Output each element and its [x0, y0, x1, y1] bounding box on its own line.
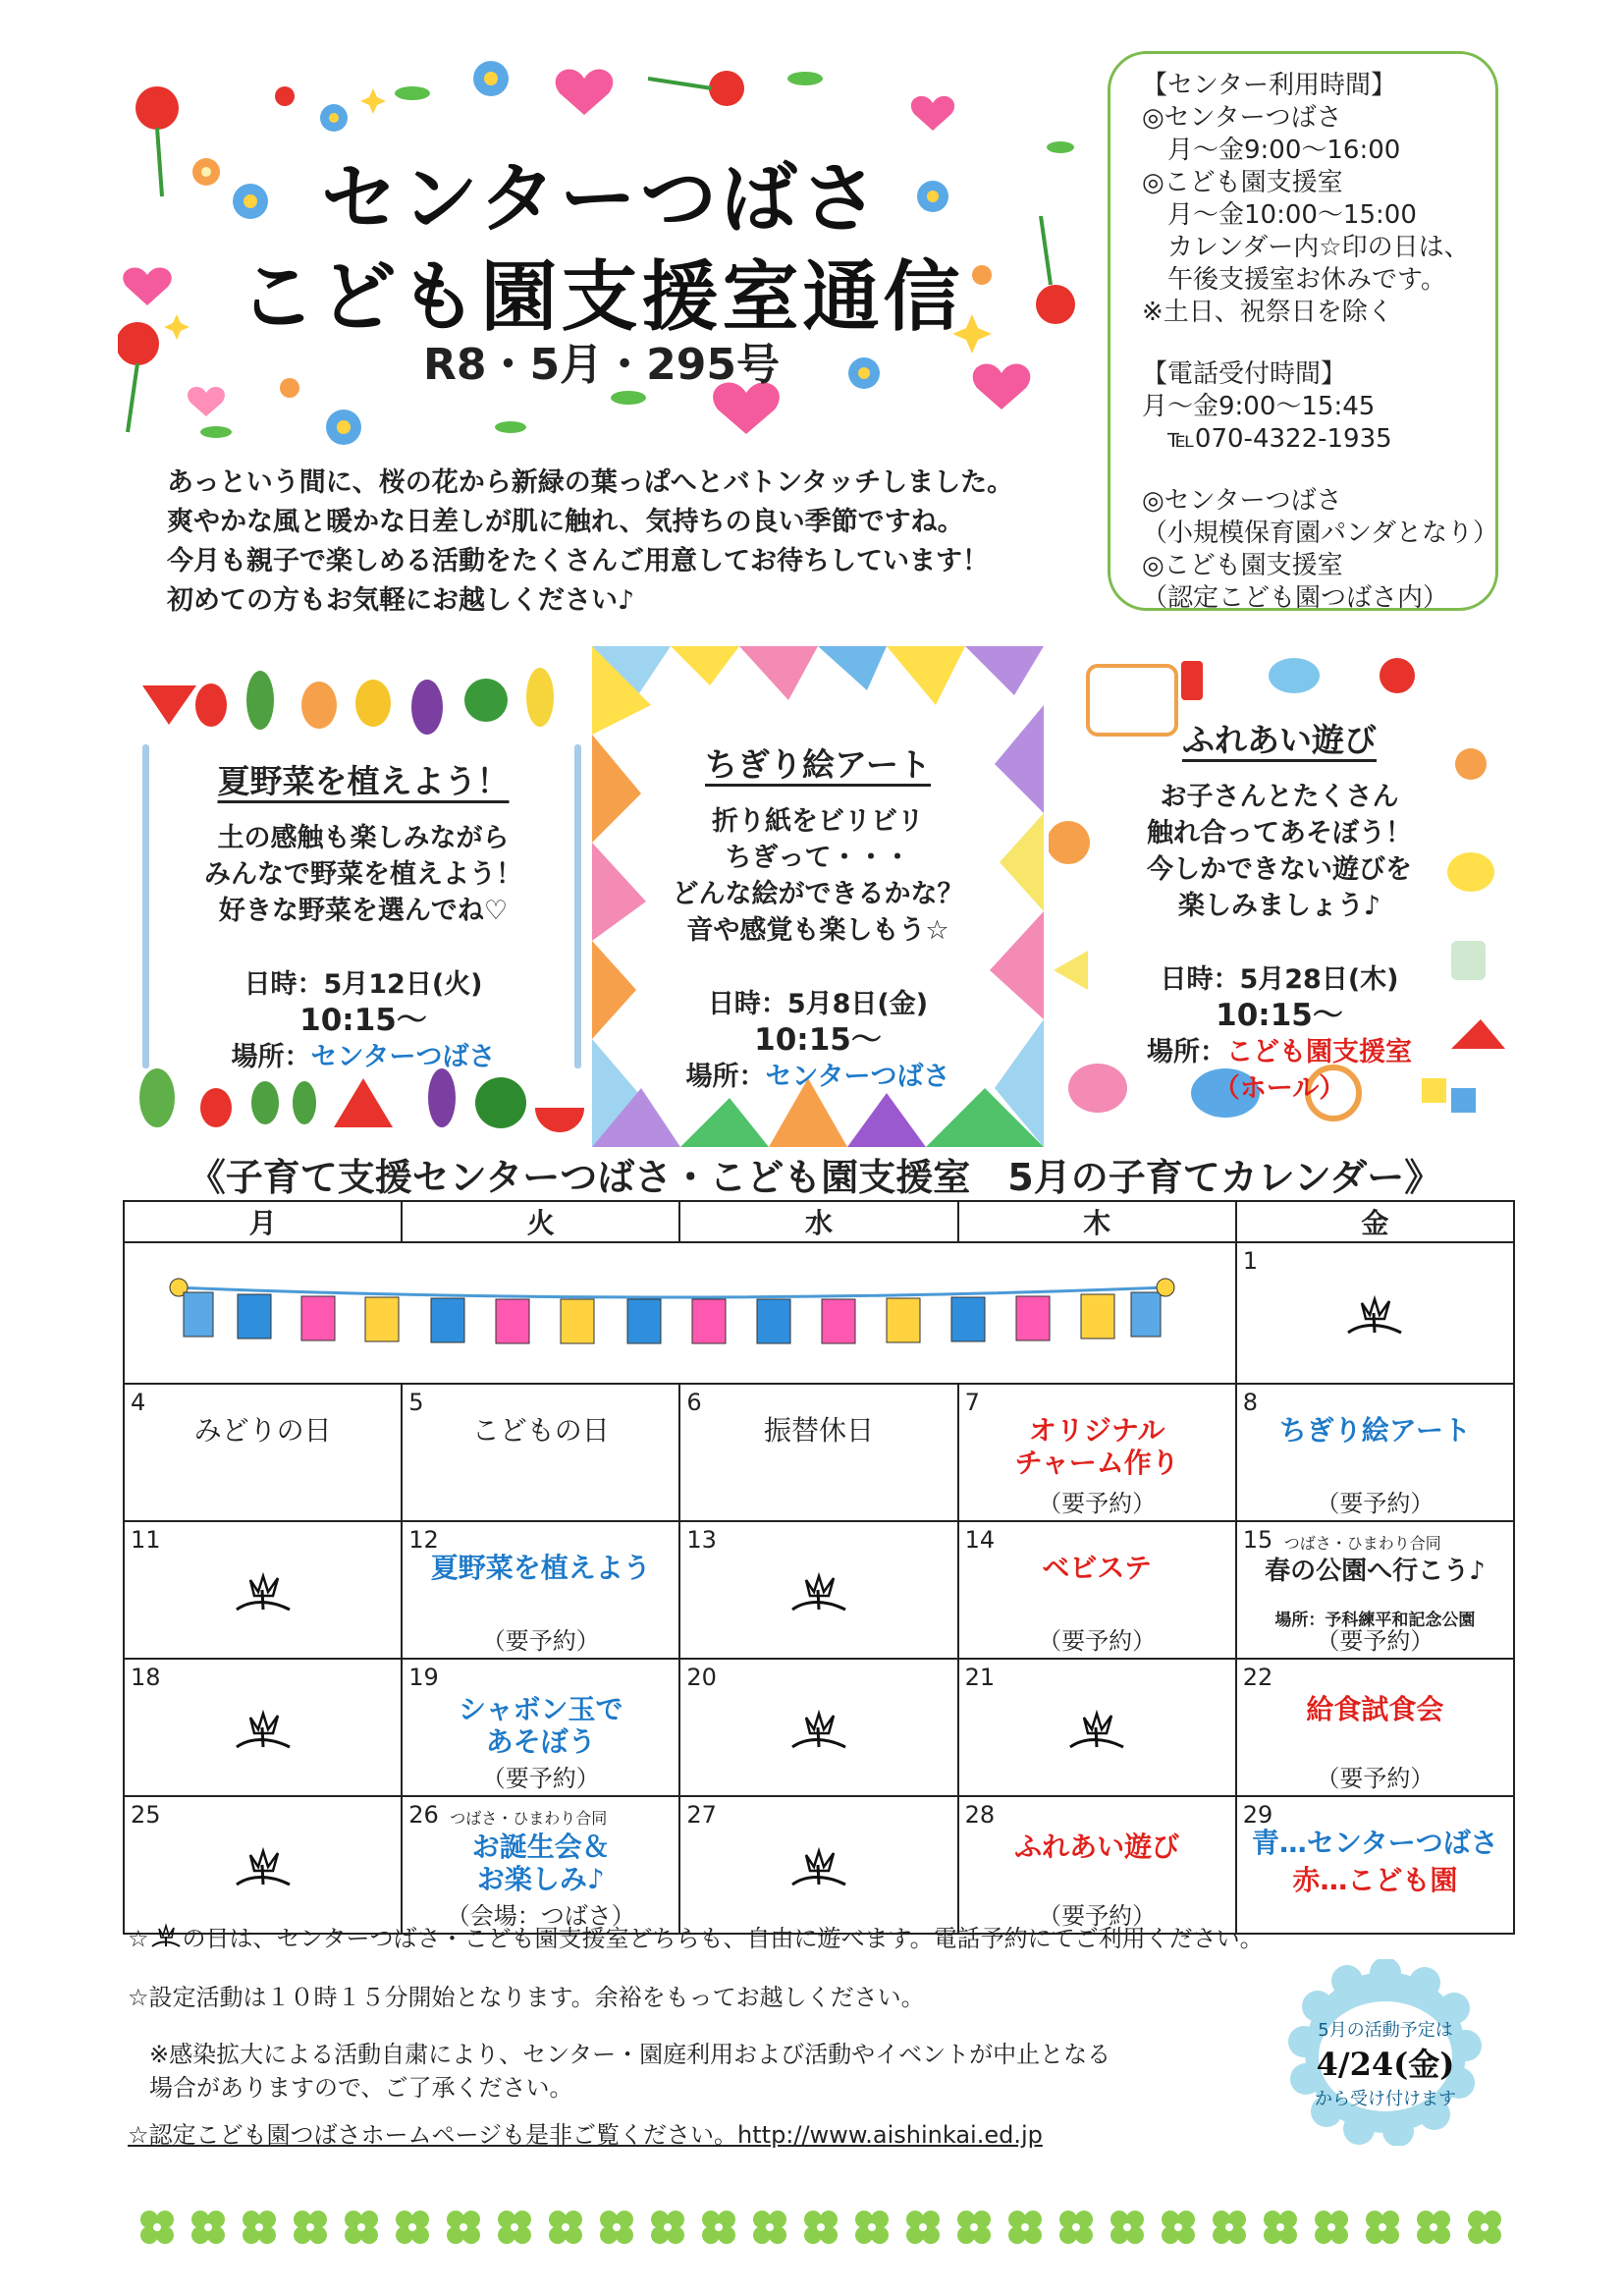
- clover-icon: [855, 2211, 889, 2244]
- carp-streamer-banner: [125, 1243, 1215, 1379]
- clover-icon: [600, 2211, 633, 2244]
- day-number: 6: [686, 1389, 702, 1416]
- clover-icon: [243, 2211, 276, 2244]
- event-panel-vegetables: [137, 646, 589, 1147]
- calendar-title: 《子育て支援センターつばさ・こども園支援室 5月の子育てカレンダー》: [188, 1156, 1442, 1199]
- calendar-day-cell[interactable]: [402, 1796, 679, 1934]
- clover-icon: [1059, 2211, 1093, 2244]
- clover-icon: [191, 2211, 225, 2244]
- day-number: 15: [1242, 1526, 1273, 1554]
- day-number: 4: [131, 1389, 146, 1416]
- event-desc-line: 触れ合ってあそぼう！: [1147, 818, 1412, 848]
- note-line: ☆設定活動は１０時１５分開始となります。余裕をもってお越しください。: [128, 1984, 925, 2011]
- info-line: 月～金10:00～15:00: [1142, 200, 1417, 230]
- clover-icon: [753, 2211, 786, 2244]
- clover-icon: [906, 2211, 940, 2244]
- clover-icon: [1264, 2211, 1297, 2244]
- event-place: 場所：センターつばさ: [231, 1042, 496, 1072]
- event-time: 10:15～: [299, 1003, 427, 1038]
- intro-line: 今月も親子で楽しめる活動をたくさんご用意してお待ちしています！: [167, 546, 989, 576]
- calendar-day-cell[interactable]: [402, 1659, 679, 1796]
- clover-icon: [140, 2211, 174, 2244]
- event-time: 10:15～: [754, 1022, 882, 1058]
- note-line: ☆ の日は、センターつばさ・こども園支援室どちらも、自由に遊べます。電話予約にてご利用ください。: [128, 1925, 1264, 1952]
- day-number: 13: [686, 1526, 717, 1554]
- calendar-day-cell[interactable]: [1236, 1521, 1514, 1659]
- calendar-day-cell[interactable]: [124, 1659, 402, 1796]
- event-label: ふれあい遊び: [1014, 1831, 1180, 1863]
- note-line: 場合がありますので、ご了承ください。: [149, 2074, 573, 2102]
- event-label: お誕生会＆: [471, 1831, 610, 1863]
- free-play-tulip-icon: [229, 1566, 298, 1625]
- info-line: ◎こども園支援室: [1142, 551, 1343, 580]
- monthly-calendar: [123, 1200, 1515, 1935]
- event-label: オリジナル: [1028, 1414, 1165, 1447]
- day-number: 11: [131, 1526, 161, 1554]
- venue-note: （会場：つばさ）: [446, 1902, 635, 1930]
- event-venue: 場所：予科練平和記念公園: [1274, 1611, 1476, 1630]
- homepage-link[interactable]: ☆認定こども園つばさホームページも是非ご覧ください。http://www.aishinkai.ed.jp: [128, 2121, 1043, 2149]
- calendar-day-cell[interactable]: [1236, 1796, 1514, 1934]
- reservation-note: （要予約）: [1316, 1627, 1435, 1655]
- calendar-week-row: [124, 1521, 1514, 1659]
- day-number: 29: [1242, 1801, 1273, 1829]
- calendar-day-cell[interactable]: [1236, 1242, 1514, 1384]
- free-play-tulip-icon: [785, 1841, 853, 1900]
- event-time: 10:15～: [1216, 998, 1343, 1033]
- calendar-day-cell[interactable]: [679, 1796, 957, 1934]
- clover-icon: [957, 2211, 991, 2244]
- reservation-start-badge: [1272, 1959, 1498, 2146]
- clover-icon: [804, 2211, 838, 2244]
- event-title: ちぎり絵アート: [704, 745, 931, 784]
- calendar-week-row: [124, 1384, 1514, 1521]
- event-place: 場所：こども園支援室: [1147, 1037, 1412, 1067]
- info-line: （認定こども園つばさ内）: [1142, 583, 1449, 613]
- info-line: 【センター利用時間】: [1142, 71, 1396, 100]
- calendar-day-cell[interactable]: [958, 1659, 1236, 1796]
- free-play-tulip-icon: [149, 1923, 183, 1952]
- event-desc-line: どんな絵ができるかな？: [672, 879, 964, 909]
- event-title: ふれあい遊び: [1182, 721, 1377, 759]
- calendar-day-cell[interactable]: [402, 1384, 679, 1521]
- carp-streamer-cell: [124, 1242, 1236, 1384]
- reservation-note: （要予約）: [1316, 1490, 1435, 1517]
- info-line: 午後支援室お休みです。: [1142, 265, 1446, 295]
- clover-icon: [549, 2211, 582, 2244]
- free-play-tulip-icon: [785, 1704, 853, 1763]
- weekday-header: 木: [958, 1201, 1236, 1242]
- reservation-note: （要予約）: [481, 1765, 600, 1792]
- day-number: 22: [1242, 1664, 1273, 1691]
- day-number: 27: [686, 1801, 717, 1829]
- badge-date: 4/24(金): [1316, 2046, 1455, 2083]
- reservation-note: （要予約）: [1038, 1490, 1157, 1517]
- event-label: ベビステ: [1042, 1552, 1152, 1584]
- calendar-day-cell[interactable]: [124, 1384, 402, 1521]
- clover-icon: [1110, 2211, 1144, 2244]
- intro-message: [167, 464, 1090, 621]
- free-play-tulip-icon: [1340, 1289, 1409, 1348]
- header-decorated-frame: [118, 49, 1085, 452]
- event-desc-line: 好きな野菜を選んでね♡: [218, 896, 509, 926]
- color-legend-blue: 青…センターつばさ: [1251, 1827, 1498, 1859]
- calendar-day-cell[interactable]: [402, 1521, 679, 1659]
- intro-line: あっという間に、桜の花から新緑の葉っぱへとバトンタッチしました。: [167, 467, 1014, 498]
- day-number: 14: [964, 1526, 996, 1554]
- day-number: 5: [408, 1389, 424, 1416]
- reservation-note: （要予約）: [1038, 1902, 1157, 1930]
- info-line: 月～金9:00～15:45: [1142, 392, 1376, 421]
- event-desc-line: お子さんとたくさん: [1160, 782, 1399, 812]
- event-desc-line: 今しかできない遊びを: [1147, 854, 1412, 885]
- newsletter-title-line2: こども園支援室通信: [239, 253, 964, 342]
- event-panel-play: [1049, 646, 1510, 1147]
- clover-icon: [294, 2211, 327, 2244]
- carp-streamer-icon: [170, 1279, 1174, 1343]
- day-number: 25: [131, 1801, 161, 1829]
- clover-icon: [1366, 2211, 1399, 2244]
- calendar-day-cell[interactable]: [958, 1521, 1236, 1659]
- info-line: ◎センターつばさ: [1142, 103, 1342, 133]
- clover-icon: [651, 2211, 684, 2244]
- event-label: シャボン玉で: [459, 1693, 623, 1725]
- reservation-note: （要予約）: [1316, 1765, 1435, 1792]
- calendar-day-cell[interactable]: [958, 1796, 1236, 1934]
- clover-icon: [1213, 2211, 1246, 2244]
- event-label: あそぼう: [485, 1725, 596, 1758]
- event-desc-line: みんなで野菜を植えよう！: [204, 859, 522, 890]
- clover-border-decoration: [133, 2198, 1502, 2257]
- event-label: チャーム作り: [1014, 1447, 1179, 1479]
- event-date: 日時：5月8日(金): [707, 989, 929, 1019]
- holiday-label: こどもの日: [471, 1414, 610, 1447]
- event-desc-line: 土の感触も楽しみながら: [217, 823, 510, 853]
- day-number: 7: [964, 1389, 980, 1416]
- day-number: 21: [964, 1664, 996, 1691]
- badge-line: 5月の活動予定は: [1318, 2020, 1453, 2041]
- center-info-box: [1108, 51, 1498, 611]
- event-label: お楽しみ♪: [476, 1863, 605, 1895]
- weekday-header: 火: [402, 1201, 679, 1242]
- weekday-header: 月: [124, 1201, 402, 1242]
- calendar-day-cell[interactable]: [679, 1384, 957, 1521]
- event-label: 夏野菜を植えよう: [430, 1552, 651, 1584]
- event-title: 夏野菜を植えよう！: [217, 762, 510, 800]
- calendar-day-cell[interactable]: [1236, 1659, 1514, 1796]
- free-play-tulip-icon: [1062, 1704, 1131, 1763]
- calendar-week-row: [124, 1796, 1514, 1934]
- info-line: （小規模保育園パンダとなり）: [1142, 519, 1498, 548]
- clover-icon: [702, 2211, 735, 2244]
- calendar-day-cell[interactable]: [1236, 1384, 1514, 1521]
- clover-icon: [1008, 2211, 1042, 2244]
- calendar-day-cell[interactable]: [679, 1521, 957, 1659]
- day-number: 20: [686, 1664, 717, 1691]
- event-label: ちぎり絵アート: [1278, 1414, 1471, 1447]
- clover-icon: [1162, 2211, 1195, 2244]
- clover-icon: [345, 2211, 378, 2244]
- day-number: 12: [408, 1526, 439, 1554]
- event-date: 日時：5月12日(火): [244, 969, 483, 1000]
- clover-icon: [1417, 2211, 1450, 2244]
- event-label: 給食試食会: [1306, 1693, 1444, 1725]
- newsletter-title-line1: センターつばさ: [321, 155, 882, 244]
- info-line: ◎こども園支援室: [1142, 168, 1343, 197]
- event-desc-line: 折り紙をビリビリ: [712, 806, 924, 837]
- event-desc-line: ちぎって・・・: [725, 843, 911, 873]
- day-number: 28: [964, 1801, 996, 1829]
- calendar-week-row: [124, 1659, 1514, 1796]
- free-play-tulip-icon: [229, 1704, 298, 1763]
- holiday-label: 振替休日: [763, 1414, 874, 1447]
- day-number: 1: [1242, 1247, 1259, 1275]
- calendar-day-cell[interactable]: [958, 1384, 1236, 1521]
- reservation-note: （要予約）: [481, 1627, 600, 1655]
- free-play-tulip-icon: [229, 1841, 298, 1900]
- clover-icon: [396, 2211, 429, 2244]
- day-number: 8: [1242, 1389, 1259, 1416]
- event-desc-line: 音や感覚も楽しもう☆: [686, 915, 949, 946]
- info-line: 【電話受付時間】: [1142, 359, 1347, 389]
- info-line: ◎センターつばさ: [1142, 486, 1342, 516]
- holiday-label: みどりの日: [193, 1414, 332, 1447]
- weekday-header-row: [124, 1201, 1514, 1242]
- event-label: 春の公園へ行こう♪: [1265, 1557, 1486, 1586]
- note-line: ※感染拡大による活動自粛により、センター・園庭利用および活動やイベントが中止となる: [149, 2041, 1111, 2068]
- joint-event-note: つばさ・ひまわり合同: [1283, 1534, 1441, 1553]
- clover-icon: [1468, 2211, 1501, 2244]
- info-line: ※土日、祝祭日を除く: [1142, 298, 1393, 327]
- event-desc-line: 楽しみましょう♪: [1177, 891, 1381, 921]
- clover-icon: [498, 2211, 531, 2244]
- calendar-day-cell[interactable]: [124, 1521, 402, 1659]
- event-date: 日時：5月28日(木): [1160, 964, 1399, 995]
- calendar-week-row: [124, 1242, 1514, 1384]
- intro-line: 初めての方もお気軽にお越しください♪: [167, 585, 635, 616]
- clover-icon: [447, 2211, 480, 2244]
- clover-icon: [1315, 2211, 1348, 2244]
- day-number: 19: [408, 1664, 439, 1691]
- phone-number: ℡070-4322-1935: [1142, 424, 1392, 454]
- day-number: 18: [131, 1664, 161, 1691]
- day-number: 26: [408, 1801, 439, 1829]
- info-line: カレンダー内☆印の日は、: [1142, 233, 1470, 262]
- reservation-note: （要予約）: [1038, 1627, 1157, 1655]
- event-place: 場所：センターつばさ: [685, 1062, 950, 1092]
- weekday-header: 金: [1236, 1201, 1514, 1242]
- calendar-day-cell[interactable]: [124, 1796, 402, 1934]
- event-place-detail: （ホール）: [1213, 1073, 1346, 1104]
- event-panel-origami: [592, 646, 1044, 1147]
- info-line: 月～金9:00～16:00: [1142, 136, 1401, 165]
- weekday-header: 水: [679, 1201, 957, 1242]
- intro-line: 爽やかな風と暖かな日差しが肌に触れ、気持ちの良い季節ですね。: [167, 507, 964, 537]
- badge-line: から受け付けます: [1315, 2089, 1456, 2109]
- color-legend-red: 赤…こども園: [1292, 1864, 1458, 1896]
- free-play-tulip-icon: [785, 1566, 853, 1625]
- joint-event-note: つばさ・ひまわり合同: [450, 1809, 608, 1828]
- calendar-day-cell[interactable]: [679, 1659, 957, 1796]
- issue-number: R8・5月・295号: [423, 340, 780, 390]
